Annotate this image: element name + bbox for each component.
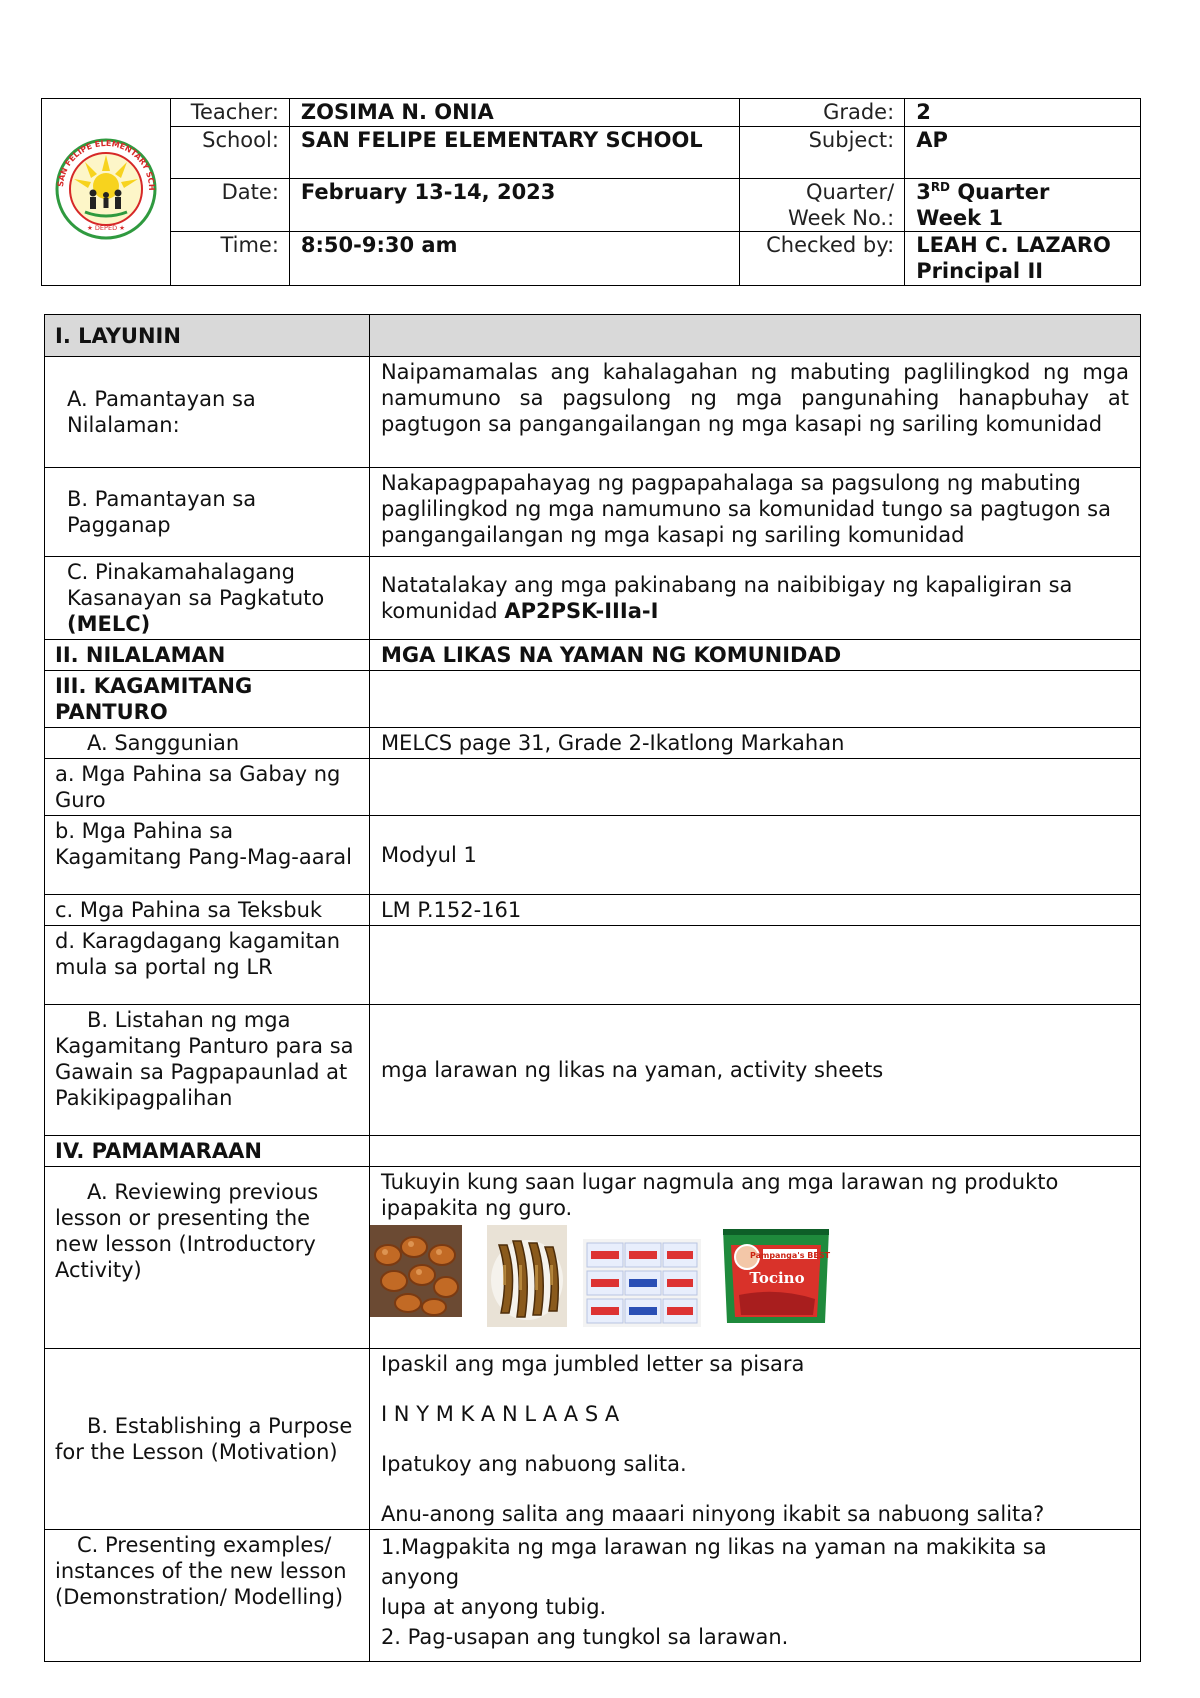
teksbuk-text: LM P.152-161 [369, 895, 1140, 926]
table-row [45, 357, 1141, 468]
portal-text [369, 926, 1140, 1005]
subject-value: AP [905, 127, 1141, 179]
gabay-label: a. Mga Pahina sa Gabay ng Guro [45, 759, 370, 816]
presenting-label-text: C. Presenting examples/ instances of the new lesson (Demonstration/ Modelling) [55, 1533, 347, 1609]
purpose-label-text: B. Establishing a Purpose for the Lesson (Motivation) [55, 1414, 353, 1464]
teksbuk-label: c. Mga Pahina sa Teksbuk [45, 895, 370, 926]
layunin-empty [369, 315, 1140, 357]
checked-title: Principal II [916, 259, 1044, 283]
grade-value: 2 [905, 99, 1141, 127]
quarter-word: Quarter [950, 180, 1050, 204]
quarter-value [905, 179, 1141, 232]
product-images [370, 1225, 1129, 1343]
tocino-label: Tocino [749, 1269, 805, 1287]
melc-text [369, 557, 1140, 640]
table-row [45, 557, 1141, 640]
table-row [45, 640, 1141, 671]
purpose-line-1: Ipaskil ang mga jumbled letter sa pisara [380, 1352, 805, 1376]
time-label: Time: [170, 232, 289, 286]
listahan-label-text: B. Listahan ng mga Kagamitang Panturo para sa Gawain sa Pagpapaunlad at Pakikipagpalihan [55, 1008, 354, 1110]
pamantayan-pagganap-text: Nakapagpapahayag ng pagpapahalaga sa pagsulong ng mabuting paglilingkod ng mga namumuno sa komunidad tungo sa pagtugon sa pangangailangan ng mga kasapi ng sariling komunidad [369, 468, 1140, 557]
sanggunian-text: MELCS page 31, Grade 2-Ikatlong Markahan [369, 728, 1140, 759]
nilalaman-heading: II. NILALAMAN [45, 640, 370, 671]
melc-code: AP2PSK-IIIa-I [504, 599, 659, 623]
melc-label [45, 557, 370, 640]
kagamitan-empty [369, 671, 1140, 728]
sanggunian-label: A. Sanggunian [45, 728, 370, 759]
listahan-text: mga larawan ng likas na yaman, activity sheets [369, 1005, 1140, 1136]
table-row [45, 926, 1141, 1005]
svg-text:SAN FELIPE ELEMENTARY SCHOOL: SAN FELIPE ELEMENTARY SCH [55, 138, 157, 191]
presenting-label [45, 1530, 370, 1662]
week-value: Week 1 [916, 206, 1003, 230]
sardines-image [583, 1239, 701, 1327]
pamamaraan-heading: IV. PAMAMARAAN [45, 1136, 370, 1167]
date-value: February 13-14, 2023 [289, 179, 739, 232]
header-table [41, 98, 1141, 286]
purpose-jumbled-letters: I N Y M K A N L A A S A [380, 1402, 620, 1426]
melc-label-bold: (MELC) [67, 612, 151, 636]
listahan-label [45, 1005, 370, 1136]
nilalaman-text: MGA LIKAS NA YAMAN NG KOMUNIDAD [369, 640, 1140, 671]
quarter-number: 3 [916, 180, 931, 204]
purpose-line-4: Anu-anong salita ang maaari ninyong ikabit sa nabuong salita? [380, 1502, 1045, 1526]
purpose-line-3: Ipatukoy ang nabuong salita. [380, 1452, 687, 1476]
lesson-plan-table [44, 314, 1141, 1662]
pamantayan-nilalaman-label: A. Pamantayan sa Nilalaman: [45, 357, 370, 468]
tocino-image [717, 1225, 835, 1329]
table-row [45, 728, 1141, 759]
table-row [45, 895, 1141, 926]
quarter-suffix: RD [930, 180, 951, 194]
school-label: School: [170, 127, 289, 179]
presenting-line-1: 1.Magpakita ng mga larawan ng likas na yaman na makikita sa anyong [380, 1535, 1047, 1589]
table-row [45, 1349, 1141, 1530]
time-value: 8:50-9:30 am [289, 232, 739, 286]
portal-label: d. Karagdagang kagamitan mula sa portal ng LR [45, 926, 370, 1005]
purpose-label [45, 1349, 370, 1530]
pamamaraan-empty [369, 1136, 1140, 1167]
school-value: SAN FELIPE ELEMENTARY SCHOOL [289, 127, 739, 179]
mag-aaral-text: Modyul 1 [369, 816, 1140, 895]
table-row [45, 1005, 1141, 1136]
reviewing-label [45, 1167, 370, 1349]
checked-label: Checked by: [740, 232, 905, 286]
table-row [45, 1167, 1141, 1349]
pamantayan-nilalaman-text: Naipamamalas ang kahalagahan ng mabuting paglilingkod ng mga namumuno sa pagsulong ng mga pangunahing hanapbuhay at pagtugon sa pangangailangan ng mga kasapi ng sariling komunidad [369, 357, 1140, 468]
presenting-line-3: 2. Pag-usapan ang tungkol sa larawan. [380, 1625, 789, 1649]
subject-label: Subject: [740, 127, 905, 179]
layunin-heading: I. LAYUNIN [45, 315, 370, 357]
table-row [45, 468, 1141, 557]
teacher-value: ZOSIMA N. ONIA [289, 99, 739, 127]
table-row [45, 1136, 1141, 1167]
kagamitan-heading [45, 671, 370, 728]
table-row [45, 816, 1141, 895]
gabay-text [369, 759, 1140, 816]
table-row [45, 759, 1141, 816]
svg-text:★ DEPED ★: ★ DEPED ★ [87, 224, 125, 232]
longganisa-image [370, 1225, 462, 1317]
table-row [45, 315, 1141, 357]
presenting-cell [369, 1530, 1140, 1662]
checked-value [905, 232, 1141, 286]
table-row [45, 1530, 1141, 1662]
mag-aaral-label: b. Mga Pahina sa Kagamitang Pang-Mag-aaral [45, 816, 370, 895]
melc-label-text: C. Pinakamahalagang Kasanayan sa Pagkatuto [67, 560, 325, 610]
pamantayan-pagganap-label: B. Pamantayan sa Pagganap [45, 468, 370, 557]
melc-description: Natatalakay ang mga pakinabang na naibibigay ng kapaligiran sa komunidad [380, 573, 1073, 623]
teacher-label: Teacher: [170, 99, 289, 127]
kagamitan-heading-text: III. KAGAMITANG PANTURO [55, 674, 253, 724]
date-label: Date: [170, 179, 289, 232]
table-row [45, 671, 1141, 728]
quarter-label: Quarter/ Week No.: [740, 179, 905, 232]
svg-text:Pampanga's BEST: Pampanga's BEST [749, 1251, 830, 1260]
dried-fish-image [487, 1225, 567, 1327]
reviewing-label-text: A. Reviewing previous lesson or presenting the new lesson (Introductory Activity) [55, 1180, 319, 1282]
reviewing-text: Tukuyin kung saan lugar nagmula ang mga larawan ng produkto ipapakita ng guro. [380, 1170, 1059, 1220]
school-logo-cell [42, 99, 171, 286]
checked-name: LEAH C. LAZARO [916, 233, 1111, 257]
reviewing-cell [369, 1167, 1140, 1349]
grade-label: Grade: [740, 99, 905, 127]
presenting-line-2: lupa at anyong tubig. [380, 1595, 607, 1619]
purpose-cell [369, 1349, 1140, 1530]
school-logo-icon [55, 138, 157, 240]
